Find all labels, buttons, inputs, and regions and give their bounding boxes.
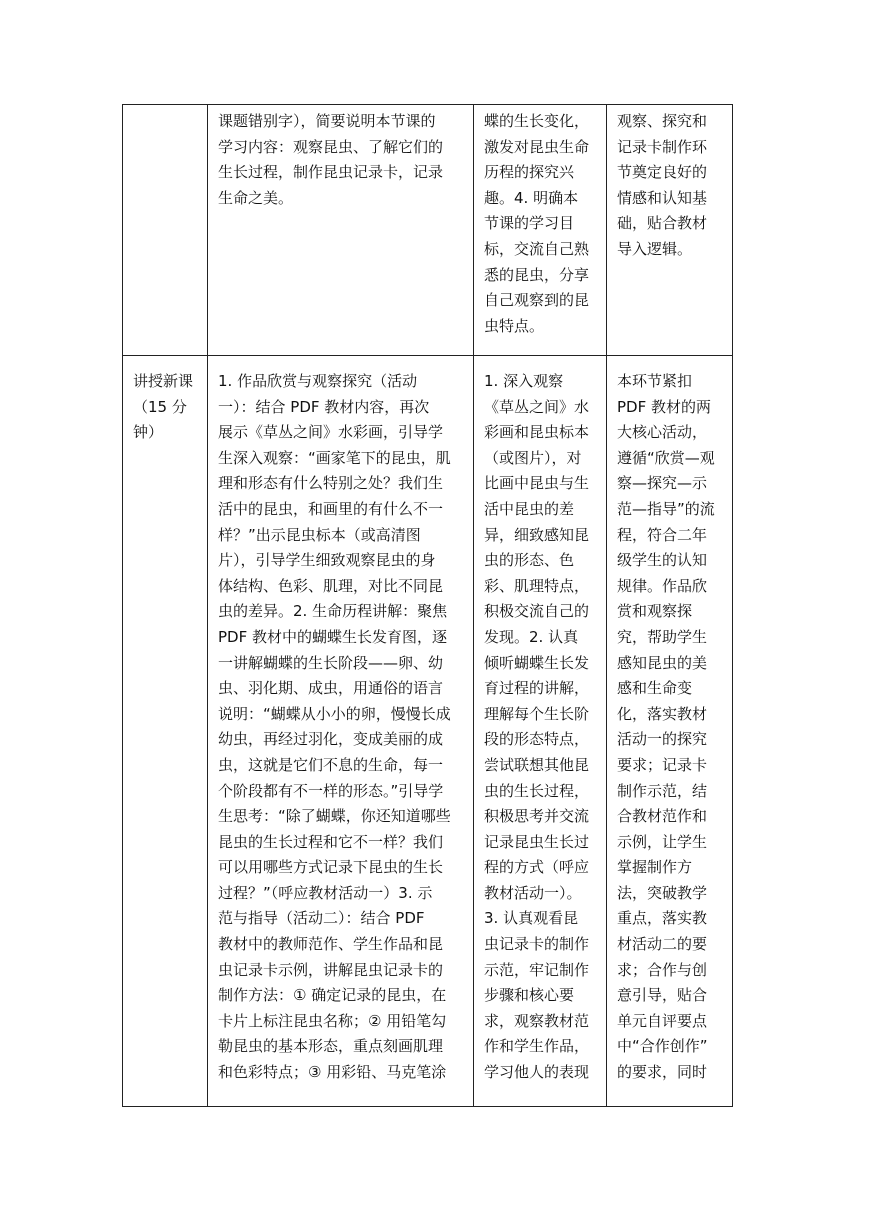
teacher-activity-cell [208, 356, 474, 1107]
teacher-activity-text: 1. 作品欣赏与观察探究（活动 一）：结合 PDF 教材内容，再次 展示《草丛之间》水彩画，引导学 生深入观察：“画家笔下的昆虫，肌 理和形态有什么特别之处？我们生 活中的昆虫，和画里的有什么不一 样？”出示昆虫标本（或高清图 片），引导学生细致观察昆虫的身 体结构、色彩、肌理，对比不同昆 虫的差异。2. 生命历程讲解：聚焦 PDF 教材中的蝴蝶生长发育图，逐 一讲解蝴蝶的生长阶段——卵、幼 虫、羽化期、成虫，用通俗的语言 说明：“蝴蝶从小小的卵，慢慢长成 幼虫，再经过羽化，变成美丽的成 虫，这就是它们不息的生命，每一 个阶段都有不一样的形态。”引导学 生思考：“除了蝴蝶，你还知道哪些 昆虫的生长过程和它不一样？我们 可以用哪些方式记录下昆虫的生长 过程？”（呼应教材活动一）3. 示 范与指导（活动二）：结合 PDF 教材中的教师范作、学生作品和昆 虫记录卡示例，讲解昆虫记录卡的 制作方法：① 确定记录的昆虫，在 卡片上标注昆虫名称；② 用铅笔勾 勒昆虫的基本形态，重点刻画肌理 和色彩特点；③ 用彩铅、马克笔涂 [218, 372, 451, 1082]
table-row [123, 105, 733, 356]
student-activity-text: 蝶的生长变化， 激发对昆虫生命 历程的探究兴 趣。4. 明确本 节课的学习目 标，交流自己熟 悉的昆虫，分享 自己观察到的昆 虫特点。 [484, 112, 590, 335]
teacher-activity-text: 课题错别字），简要说明本节课的 学习内容：观察昆虫、了解它们的 生长过程，制作昆虫记录卡，记录 生命之美。 [218, 112, 444, 207]
lesson-plan-table [122, 104, 733, 1107]
student-activity-cell [474, 356, 607, 1107]
stage-text: 讲授新课 （15 分 钟） [133, 372, 194, 442]
stage-text [123, 105, 207, 109]
stage-cell [123, 356, 208, 1107]
teacher-activity-cell [208, 105, 474, 356]
stage-cell [123, 105, 208, 356]
design-intent-cell [607, 105, 733, 356]
student-activity-text: 1. 深入观察 《草丛之间》水 彩画和昆虫标本 （或图片），对 比画中昆虫与生 活中昆虫的差 异，细致感知昆 虫的形态、色 彩、肌理特点， 积极交流自己的 发现。2. 认真 倾听蝴蝶生长发 育过程的讲解， 理解每个生长阶 段的形态特点， 尝试联想其他昆 虫的生长过程， 积极思考并交流 记录昆虫生长过 程的方式（呼应 教材活动一）。 3. 认真观看昆 虫记录卡的制作 示范，牢记制作 步骤和核心要 求，观察教材范 作和学生作品， 学习他人的表现 [484, 372, 590, 1082]
design-intent-text: 本环节紧扣 PDF 教材的两 大核心活动， 遵循“欣赏—观 察—探究—示 范—指导”的流 程，符合二年 级学生的认知 规律。作品欣 赏和观察探 究，帮助学生 感知昆虫的美 感和生命变 化，落实教材 活动一的探究 要求；记录卡 制作示范，结 合教材范作和 示例，让学生 掌握制作方 法，突破教学 重点，落实教 材活动二的要 求；合作与创 意引导，贴合 单元自评要点 中“合作创作” 的要求，同时 [617, 372, 715, 1082]
design-intent-text: 观察、探究和 记录卡制作环 节奠定良好的 情感和认知基 础，贴合教材 导入逻辑。 [617, 112, 708, 258]
table-row [123, 356, 733, 1107]
design-intent-cell [607, 356, 733, 1107]
student-activity-cell [474, 105, 607, 356]
